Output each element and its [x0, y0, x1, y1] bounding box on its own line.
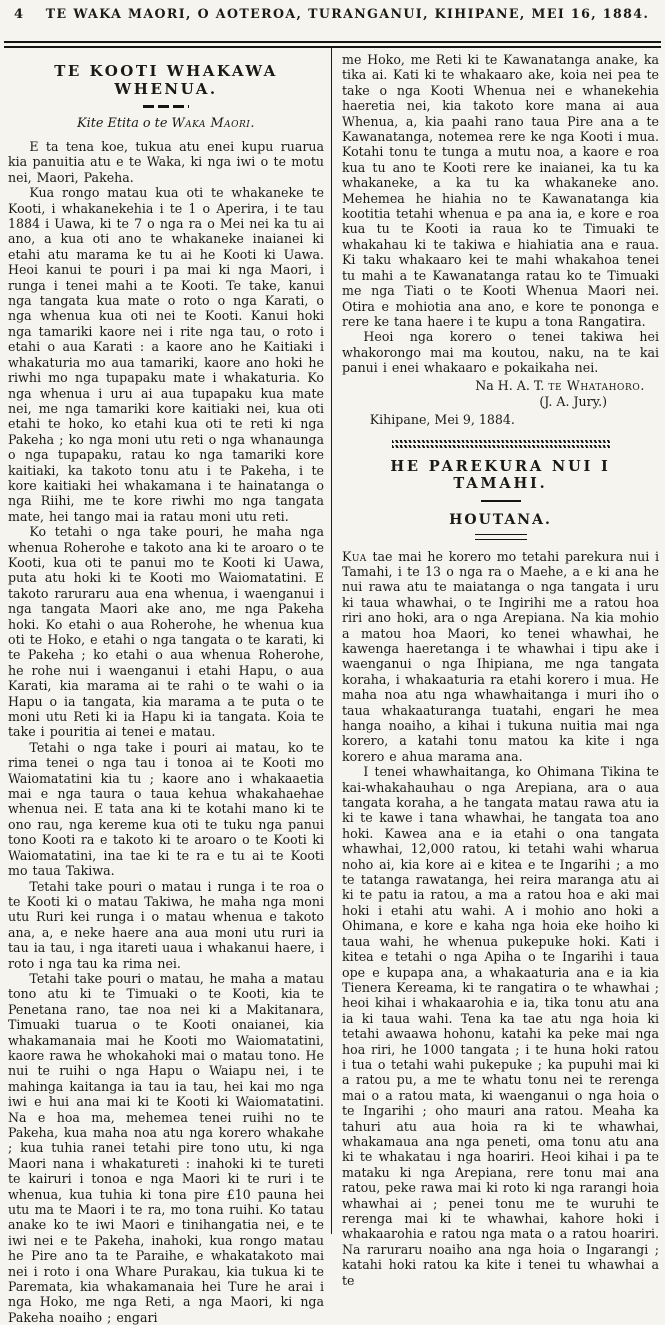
lead-word: Kua	[342, 548, 367, 564]
article2-paragraph-1	[342, 549, 659, 765]
masthead-title: TE WAKA MAORI, O AOTEROA, TURANGANUI, KIHIPANE, MEI 16, 1884.	[45, 6, 650, 21]
article1-paragraph-6: Tetahi take pouri o matau, he maha a matau tono atu ki te Timuaki o te Kooti, kia te Penetana rano, tae noa nei ki a Makitanara, Timuaki tuarua o te Kooti onaianei, kia whakamanaia mai he Kooti mo Waiomatatini, kaore rawa he whokahoki mai o matau tono. He nui te ruihi o nga Hapu o Waiapu nei, i te mahinga kaitanga ia tau ia tau, hei kai mo nga iwi e hui ana mai ki te Kooti ki Waiomatatini. Na e hoa ma, mehemea tenei ruihi no te Pakeha, kua maha noa atu nga korero whakahe ; kua tuhia ranei tetahi pire tono utu, ki nga Maori nana i whakatureti : inahoki ki te tureti te kairuri i tonoa e nga Maori ki te ruri i te whenua, kua tuhia ki tona pire £10 pauna hei utu ma te Maori i te ra, mo tona ruihi. Ko tatau anake ko te iwi Maori e tinihangatia nei, e te iwi nei e te Pakeha, inahoki, kua rongo matau he Pire ano ta te Paraihe, e whakatakoto mai nei i roto i ona Whare Purakau, kia tukua ki te Paremata, kia whakamanaia hei Ture he arai i nga Hoko, me nga Reti, a nga Maori, ki nga Pakeha noaiho ; engari	[8, 970, 324, 1325]
paragraph1-rest: tae mai he korero mo tetahi parekura nui i Tamahi, i te 13 o nga ra o Maehe, a e ki ana he nui rawa atu te maiatanga o nga tangata i uru ki taua whawhai, o te Ingirihi me a ratou hoa riri ano hoki, ara o nga Arepiana. Na kia mohio a matou hoa Maori, ko tenei whawhai, he kawenga haeretanga i te whawhai i tipu ake i waenganui o nga Ihipiana, me nga tangata koraha, i whakaaturia ra etahi korero i mua. He maha noa atu nga whawhaitanga i muri iho o taua whakaaturanga tuatahi, engari he mea hanga noaiho, a kihai i tukuna nuitia mai nga korero, a katahi tonu matou ka kite i nga korero e ahua marama ana.	[342, 548, 659, 764]
salutation-name: Waka Maori.	[171, 116, 255, 131]
article2-subtitle: HOUTANA.	[449, 511, 552, 528]
signature-prefix: Na H. A. T.	[475, 377, 549, 393]
article2-title: HE PAREKURA NUI I TAMAHI.	[390, 457, 611, 492]
article2-subtitle-rule	[475, 534, 527, 540]
article1-paragraph-1: E ta tena koe, tukua atu enei kupu ruarua kia panuitia atu e te Waka, ki nga iwi o te motu nei, Maori, Pakeha.	[8, 139, 324, 185]
signature-name: te Whatahoro.	[548, 377, 645, 393]
article1-dateline: Kihipane, Mei 9, 1884.	[369, 411, 515, 427]
article1-salutation	[8, 116, 324, 131]
article1-closing: Heoi nga korero o tenei takiwa hei whakorongo mai ma koutou, naku, na te kai panui i enei whakaaro e pokaikaha nei.	[342, 329, 659, 376]
bottom-spacer	[342, 1288, 659, 1292]
article2-paragraph-2: I tenei whawhaitanga, ko Ohimana Tikina te kai-whakahauhau o nga Arepiana, ara o aua tangata koraha, a he tangata matau rawa atu ia ki te kawe i tana whawhai, he tangata toa ano hoki. Kawea ana e ia etahi o ona tangata whawhai, 12,000 ratou, ki tetahi wahi wharua noho ai, kia kore ai e kitea e te Ingarihi ; a mo te tatanga rawatanga, hei reira maranga atu ai ki te patu ia ratou, a ma a ratou hoa e aki mai hoki i etahi atu wahi. A i mohio ano hoki a Ohimana, e kore e kaha nga hoia eke hoiho ki taua wahi, he whenua pukepuke hoki. Kati i kitea e tetahi o nga Apiha o te Ingarihi i taua ope e kupapa ana, a whakaaturia ana e ia kia Tienera Kereama, ki te rangatira o te whawhai ; heoi kihai i whakaarohia e ia, tika tonu atu ana ia ki taua wahi. Tena ka tae atu nga hoia ki tetahi awaawa hohonu, katahi ka peke mai nga hoa riri, he 1000 tangata ; i te huna hoki ratou i tua o tetahi wahi pukepuke ; ka pupuhi mai ki a ratou pu, a me te whatu tonu nei te rerenga mai o a ratou mata, ki waenganui o nga hoia o te Ingarihi ; oho mauri ana ratou. Meaha ka tahuri atu aua hoia ra ki te whawhai, whakamaua ana nga peneti, oma tonu atu ana ki te whakatau i nga hoariri. Heoi kihai i pa te mataku ki nga Arepiana, rere tonu mai ana ratou, peke rawa mai ki roto ki nga rarangi hoia whawhai ai ; penei tonu me te wuruhi te rerenga mai ki te whawhai, kahore hoki i whakaarohia e ratou nga mata o a ratou hoariri. Na raruraru noaiho ana nga hoia o Ingarangi ; katahi hoki ratou ka kite i tenei tu whawhai a te	[342, 764, 660, 1288]
article1-paragraph-4: Tetahi o nga take i pouri ai matau, ko te rima tenei o nga tau i tonoa ai te Kooti mo Waiomatatini kia tu ; kaore ano i whakaaetia mai e nga taura o taua kehua whakahaehae whenua nei. E tata ana ki te kotahi mano ki te ono rau, nga kereme kua oti te tuku nga panui tono Kooti ra e takoto ki te aroaro o te Kooti ki Waiomatatini, ina tae ki te ra e tu ai te Kooti mo taua Takiwa.	[8, 739, 324, 879]
column-layout	[0, 48, 665, 1325]
title-dash-rule	[143, 105, 189, 108]
article1-paragraph-5: Tetahi take pouri o matau i runga i te roa o te Kooti ki o matau Takiwa, he maha nga moni utu Ruri kei runga i o matau whenua e takoto ana, a, e neke haere ana aua moni utu ruri ia tau ia tau, i nga itareti uaua i whakanui haere, i roto i nga tau ka rima nei.	[8, 878, 324, 971]
article1-paragraph-3: Ko tetahi o nga take pouri, he maha nga whenua Roherohe e takoto ana ki te aroaro o te Kooti, kua oti te panui mo te Kooti ki Uawa, puta atu hoki ki te Kooti mo Waiomatatini. E takoto raruraru aua ena whenua, i waenganui i nga tangata Maori ake ano, me nga Pakeha hoki. Ko etahi o aua Roherohe, he whenua kua oti te Hoko, e etahi o nga tangata o te karati, ki te Pakeha ; ko etahi o aua whenua Roherohe, he rohe nui i waenganui i etahi Hapu, o aua Karati, kia marama ai te rahi o te wahi o ia Hapu o ia tangata, kia marama a te puta o te moni utu Reti ki ia Hapu ki ia tangata. Koia te take i pouritia ai tenei e matau.	[8, 524, 324, 740]
article1-signature-alias: (J. A. Jury.)	[539, 393, 607, 409]
column-right	[331, 48, 665, 1288]
page-number: 4	[14, 7, 25, 22]
article1-continuation: me Hoko, me Reti ki te Kawanatanga anake, ka tika ai. Kati ki te whakaaro ake, koia nei pea te take o nga Kooti Whenua nei e whanekehia haeretia nei, kia takoto kore mana ai aua Whenua, a, kia paahi rano taua Pire ana a te Kawanatanga, notemea rere ke nga Kooti i mua. Kotahi tonu te tunga a mutu noa, a kaore e roa kua tu ano te Kooti rere ke inaianei, ka tu ka whakaneke, a ka tu ka whakaneke ano. Mehemea he hiahia no te Kawanatanga kia kootitia tetahi whenua e pa ana ia, e kore e roa kua tu te Kooti ia raua ko te Timuaki te whakahau ki te takiwa e hiahiatia ana e raua. Ki taku whakaaro kei te mahi whakahoa tenei tu mahi a te Kawanatanga ratau ko te Timuaki me nga Tiati o te Kooti Whenua Maori nei. Otira e mohiotia ana ano, e kore te pononga e rere ke tana haere i te kupu a tona Rangatira.	[342, 52, 659, 329]
article1-title: TE KOOTI WHAKAWA WHENUA.	[54, 62, 278, 98]
salutation-prefix: Kite Etita o te	[77, 116, 172, 131]
article2-title-rule	[481, 500, 521, 502]
column-left	[0, 48, 331, 1325]
masthead	[0, 0, 665, 36]
article1-paragraph-2: Kua rongo matau kua oti te whakaneke te Kooti, i whakanekehia i te 1 o Aperira, i te tau 1884 i Uawa, ki te 7 o nga ra o Mei nei ka tu ai ano, a kua oti ano te whakaneke inaianei ki etahi atu marama ke tu ai he Kooti ki Uawa. Heoi kanui te pouri i pa mai ki nga Maori, i runga i tenei mahi a te Kooti. Te take, kanui nga tangata kua mate o roto o nga Karati, o nga whenua kua oti nei te Kooti. Kanui hoki nga tamariki kaore nei i rite nga tau, o roto i etahi o aua Karati : a kaore ano he Kaitiaki i whakaturia mo aua tamariki, kaore ano hoki he riwhi mo nga tupapaku mate i whakaturia. Ko nga whenua i uru ai aua tupapaku kua mate nei, me nga tamariki kore kaitiaki nei, kua oti etahi te hoko, ko etahi kua oti te reti ki nga Pakeha ; ko nga moni utu reti o nga whanaunga o nga tupapaku, ratau ko nga tamariki kore kaitiaki, ka takoto tonu atu i te Pakeha, i te kore kaitiaki hei whakamana i te hainatanga o nga Riihi, me te kore riwhi mo nga tangata mate, hei tango mai ia ratau moni utu reti.	[8, 185, 324, 524]
article-divider-rule	[392, 440, 610, 448]
masthead-double-rule	[4, 41, 661, 48]
article1-signature	[342, 378, 659, 394]
